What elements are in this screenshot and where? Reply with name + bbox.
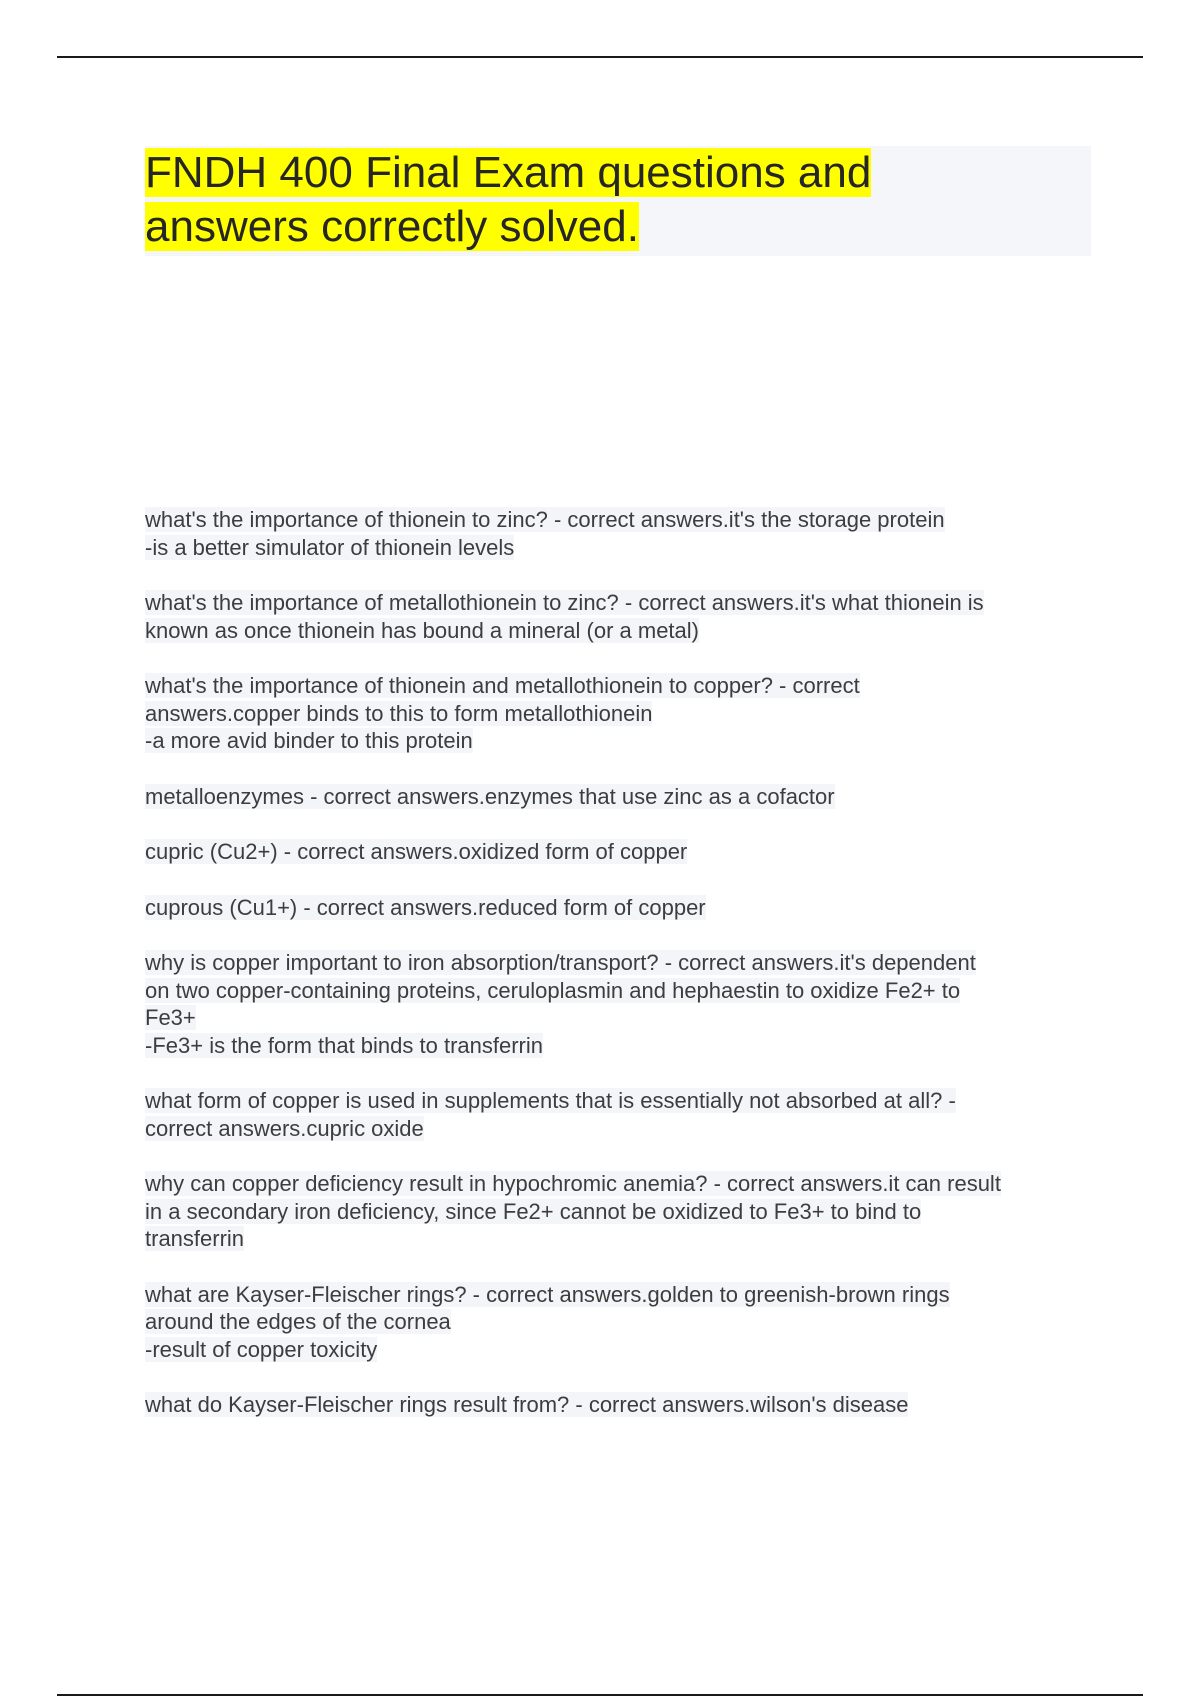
qa-line-text: in a secondary iron deficiency, since Fe2+ cannot be oxidized to Fe3+ to bind to — [145, 1198, 922, 1224]
qa-line-text: answers.copper binds to this to form metallothionein — [145, 700, 653, 726]
qa-line-text: -result of copper toxicity — [145, 1336, 378, 1362]
qa-line-text: around the edges of the cornea — [145, 1309, 451, 1334]
qa-line-text: why is copper important to iron absorption/transport? - correct answers.it's dependent — [145, 950, 976, 975]
qa-line — [145, 506, 1095, 534]
qa-line-text: why can copper deficiency result in hypochromic anemia? - correct answers.it can result — [145, 1171, 1001, 1196]
qa-line — [145, 977, 1095, 1005]
bottom-rule — [57, 1694, 1143, 1696]
qa-line — [145, 1115, 1095, 1143]
qa-line — [145, 1087, 1095, 1115]
qa-line-text: known as once thionein has bound a mineral (or a metal) — [145, 617, 699, 643]
qa-item — [145, 1087, 1095, 1142]
qa-item — [145, 672, 1095, 755]
qa-item — [145, 1281, 1095, 1364]
top-rule — [57, 56, 1143, 58]
qa-line-text: cupric (Cu2+) - correct answers.oxidized form of copper — [145, 839, 688, 864]
qa-line-text: -Fe3+ is the form that binds to transferrin — [145, 1032, 544, 1058]
qa-line-text: what's the importance of thionein to zinc? - correct answers.it's the storage protein — [145, 507, 945, 532]
qa-line-text: transferrin — [145, 1226, 245, 1251]
qa-line — [145, 838, 1095, 866]
qa-line — [145, 534, 1095, 562]
qa-line-text: -is a better simulator of thionein levels — [145, 534, 515, 560]
qa-line — [145, 1170, 1095, 1198]
qa-line-text: what's the importance of thionein and metallothionein to copper? - correct — [145, 673, 860, 698]
qa-line — [145, 727, 1095, 755]
qa-line-text: Fe3+ — [145, 1005, 196, 1030]
qa-line — [145, 1225, 1095, 1253]
qa-line — [145, 1391, 1095, 1419]
qa-line-text: what do Kayser-Fleischer rings result from? - correct answers.wilson's disease — [145, 1392, 909, 1417]
qa-line-text: on two copper-containing proteins, ceruloplasmin and hephaestin to oxidize Fe2+ to — [145, 977, 961, 1003]
qa-line — [145, 783, 1095, 811]
document-title — [145, 146, 1091, 254]
qa-line — [145, 949, 1095, 977]
title-line: answers correctly solved. — [145, 202, 639, 251]
qa-item — [145, 894, 1095, 922]
qa-line-text: correct answers.cupric oxide — [145, 1115, 424, 1141]
qa-line — [145, 700, 1095, 728]
qa-line — [145, 1004, 1095, 1032]
qa-line — [145, 1032, 1095, 1060]
qa-line — [145, 1308, 1095, 1336]
qa-line-text: what's the importance of metallothionein to zinc? - correct answers.it's what thionein is — [145, 590, 984, 615]
qa-line-text: what are Kayser-Fleischer rings? - correct answers.golden to greenish-brown rings — [145, 1281, 950, 1307]
qa-line — [145, 1198, 1095, 1226]
qa-line-text: -a more avid binder to this protein — [145, 728, 473, 753]
qa-line-text: metalloenzymes - correct answers.enzymes that use zinc as a cofactor — [145, 783, 835, 809]
qa-line — [145, 1281, 1095, 1309]
qa-item — [145, 1170, 1095, 1253]
qa-line — [145, 1336, 1095, 1364]
qa-list — [145, 506, 1095, 1447]
qa-item — [145, 506, 1095, 561]
qa-item — [145, 589, 1095, 644]
title-block — [145, 146, 1091, 256]
qa-line-text: cuprous (Cu1+) - correct answers.reduced form of copper — [145, 894, 706, 920]
qa-item — [145, 783, 1095, 811]
qa-line — [145, 589, 1095, 617]
qa-item — [145, 949, 1095, 1059]
qa-line — [145, 894, 1095, 922]
qa-line — [145, 617, 1095, 645]
qa-item — [145, 1391, 1095, 1419]
qa-line — [145, 672, 1095, 700]
qa-line-text: what form of copper is used in supplements that is essentially not absorbed at all? - — [145, 1088, 956, 1113]
title-line: FNDH 400 Final Exam questions and — [145, 148, 872, 197]
qa-item — [145, 838, 1095, 866]
